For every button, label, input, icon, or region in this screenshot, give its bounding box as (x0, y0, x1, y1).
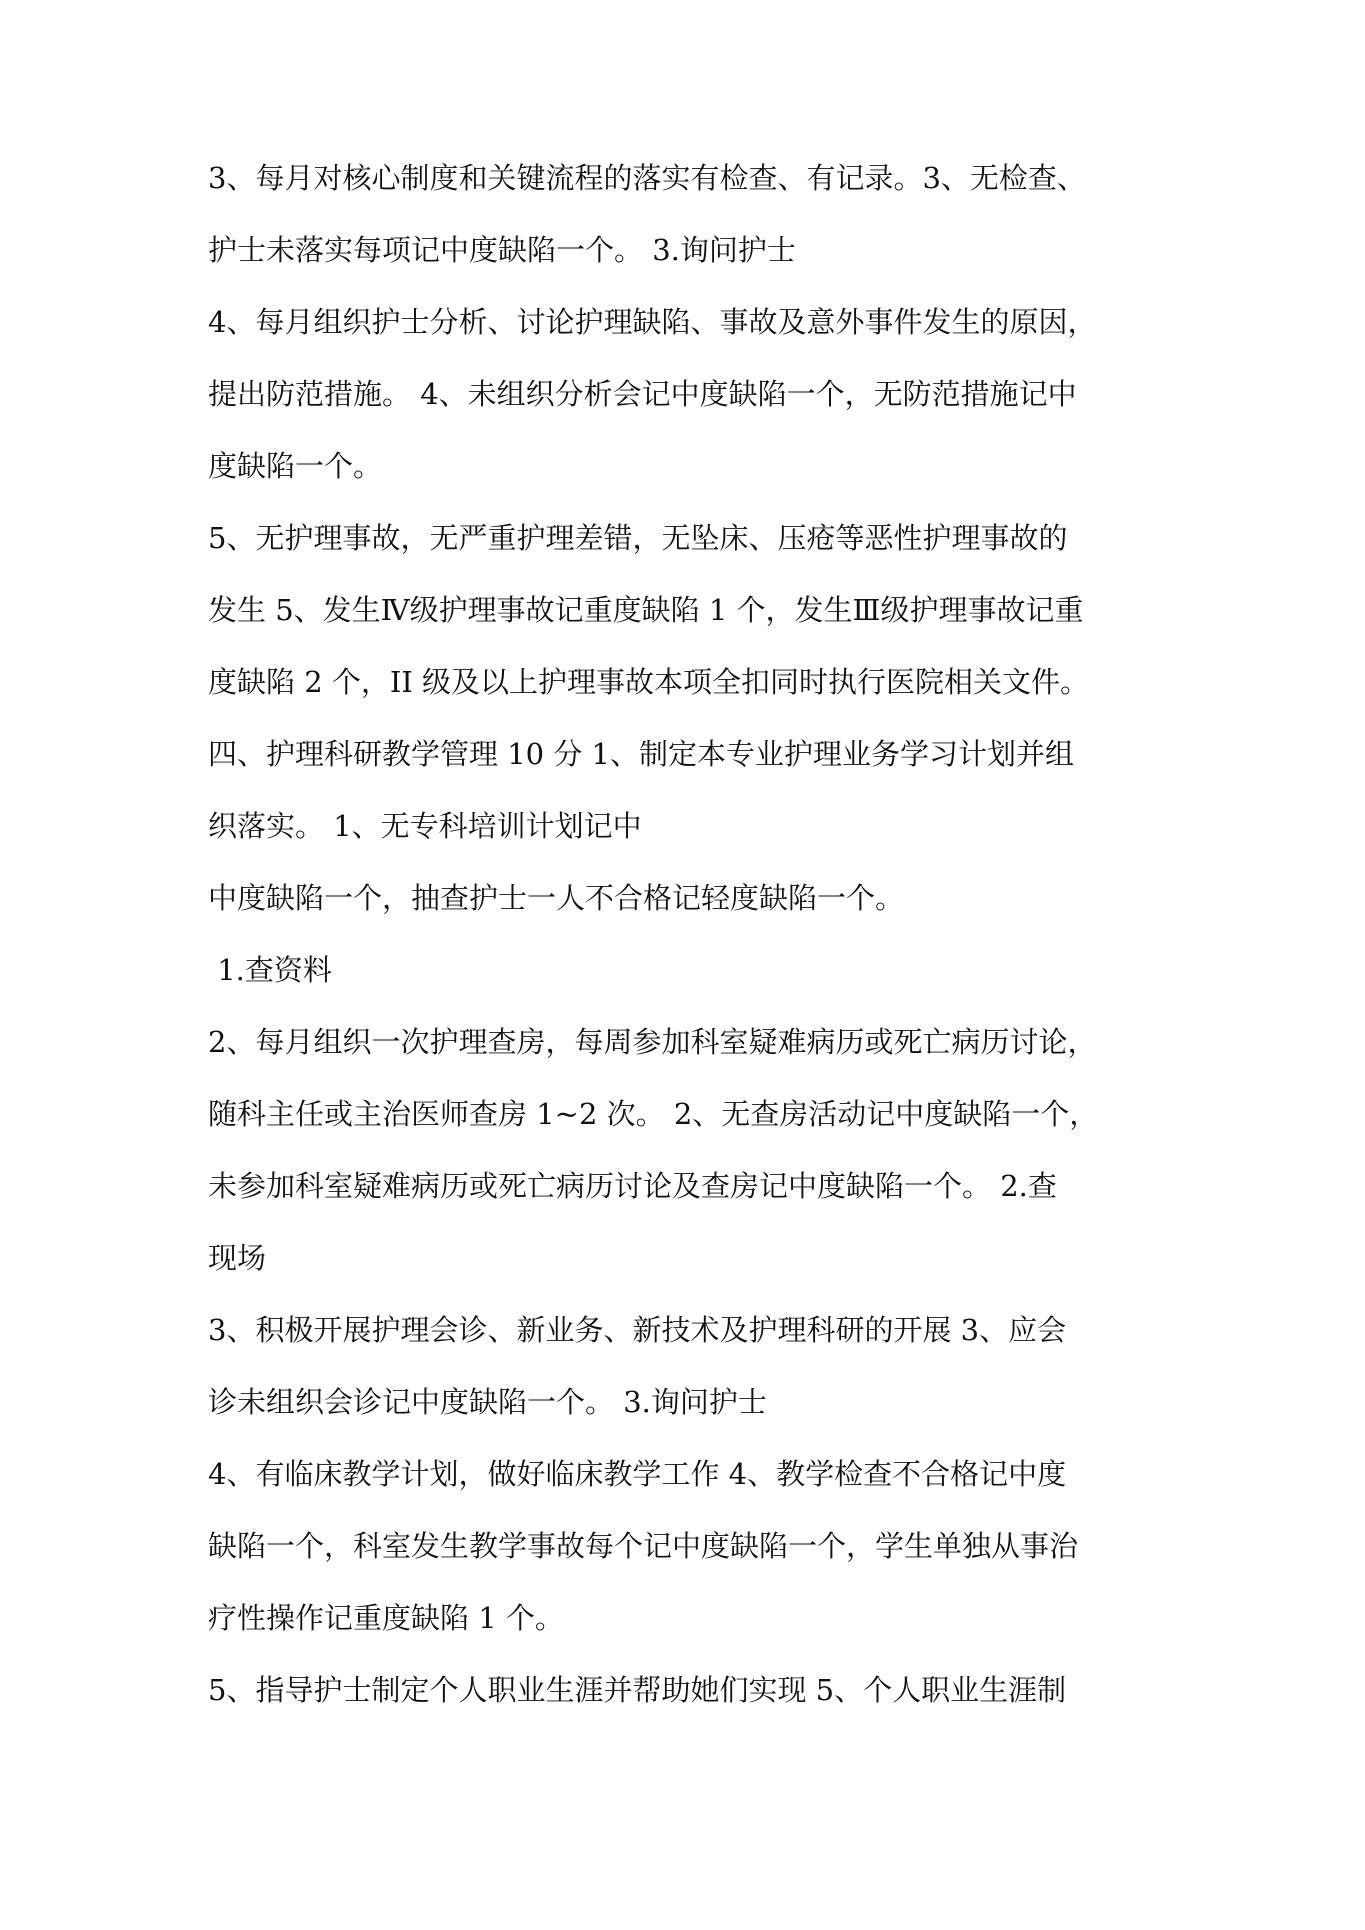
text-line: 4、每月组织护士分析、讨论护理缺陷、事故及意外事件发生的原因， (208, 305, 1097, 339)
text-line: 1.查资料 (208, 953, 332, 987)
text-line: 诊未组织会诊记中度缺陷一个。 3.询问护士 (208, 1385, 767, 1419)
text-line: 5、无护理事故，无严重护理差错，无坠床、压疮等恶性护理事故的 (208, 521, 1068, 555)
text-line: 提出防范措施。 4、未组织分析会记中度缺陷一个，无防范措施记中 (208, 377, 1077, 411)
text-line: 疗性操作记重度缺陷 1 个。 (208, 1601, 564, 1635)
text-line: 3、积极开展护理会诊、新业务、新技术及护理科研的开展 3、应会 (208, 1313, 1067, 1347)
text-line: 织落实。 1、无专科培训计划记中 (208, 809, 642, 843)
text-line: 随科主任或主治医师查房 1~2 次。 2、无查房活动记中度缺陷一个， (208, 1097, 1099, 1131)
text-line: 未参加科室疑难病历或死亡病历讨论及查房记中度缺陷一个。 2.查 (208, 1169, 1057, 1203)
text-line: 缺陷一个，科室发生教学事故每个记中度缺陷一个，学生单独从事治 (208, 1529, 1079, 1563)
text-line: 3、每月对核心制度和关键流程的落实有检查、有记录。3、无检查、 (208, 161, 1086, 195)
text-line: 四、护理科研教学管理 10 分 1、制定本专业护理业务学习计划并组 (208, 737, 1075, 771)
text-line: 2、每月组织一次护理查房，每周参加科室疑难病历或死亡病历讨论， (208, 1025, 1097, 1059)
text-line: 度缺陷 2 个，II 级及以上护理事故本项全扣同时执行医院相关文件。 (208, 665, 1090, 699)
text-line: 护士未落实每项记中度缺陷一个。 3.询问护士 (208, 233, 796, 267)
text-line: 4、有临床教学计划，做好临床教学工作 4、教学检查不合格记中度 (208, 1457, 1067, 1491)
text-line: 中度缺陷一个，抽查护士一人不合格记轻度缺陷一个。 (208, 881, 905, 915)
text-line: 发生 5、发生Ⅳ级护理事故记重度缺陷 1 个，发生Ⅲ级护理事故记重 (208, 593, 1084, 627)
text-line: 度缺陷一个。 (208, 449, 383, 483)
document-body (208, 142, 1168, 1726)
text-line: 现场 (208, 1241, 267, 1275)
text-line: 5、指导护士制定个人职业生涯并帮助她们实现 5、个人职业生涯制 (208, 1673, 1067, 1707)
